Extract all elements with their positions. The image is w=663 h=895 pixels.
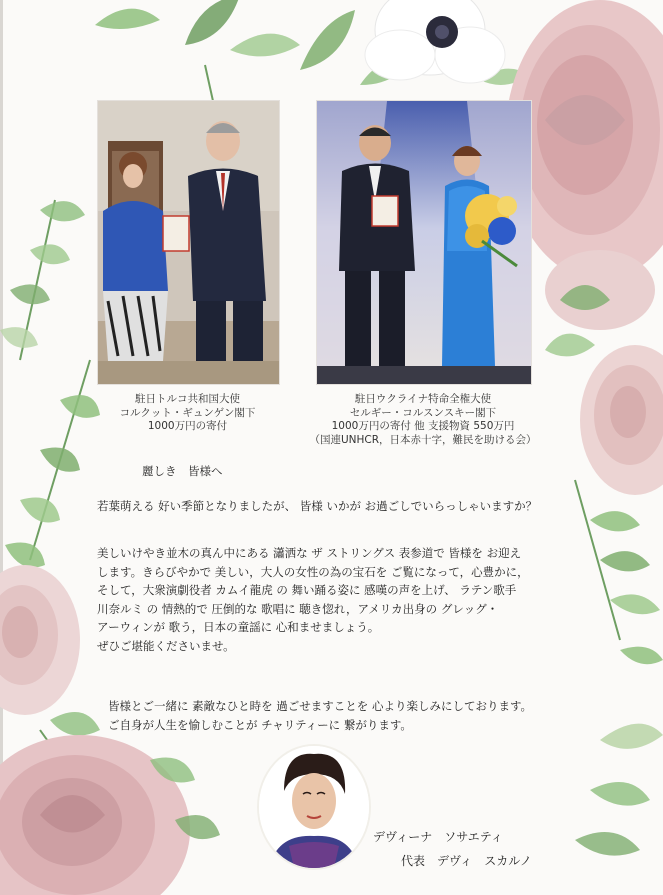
- caption-line: セルギー・コルスンスキー閣下: [349, 406, 497, 419]
- signature-representative: 代表 デヴィ スカルノ: [401, 854, 532, 868]
- caption-line: 1000万円の寄付: [147, 420, 228, 432]
- text-line: 皆様とご一緒に 素敵なひと時を 過ごせますことを 心より楽しみにしております。: [108, 699, 533, 713]
- text-line: ぜひご堪能くださいませ。: [97, 638, 235, 653]
- caption-line: 駐日ウクライナ特命全権大使: [354, 393, 492, 405]
- caption-line: コルクット・ギュンゲン閣下: [119, 406, 256, 419]
- text-line: そして，大衆演劇役者 カムイ龍虎 の 舞い踊る姿に 感嘆の声を上げ、 ラテン歌手: [97, 583, 517, 598]
- photo-ukraine-ambassador: [316, 100, 532, 385]
- left-rose: [0, 565, 80, 715]
- text-line: します。きらびやかで 美しい，大人の女性の為の宝石を ご覧になって，心豊かに，: [97, 564, 529, 579]
- caption-line: 1000万円の寄付 他 支援物資 550万円: [331, 420, 515, 432]
- signature-organization: デヴィーナ ソサエティ: [373, 830, 503, 844]
- top-leaves: [95, 0, 530, 110]
- left-leaves: [0, 200, 100, 568]
- caption-line: （国連UNHCR，日本赤十字，難民を助ける会）: [309, 433, 537, 446]
- text-line: 美しいけやき並木の真ん中にある 瀟洒な ザ ストリングス 表参道で 皆様を お迎え: [97, 546, 522, 560]
- paragraph-event-description: [97, 544, 529, 656]
- white-anemone: [365, 0, 505, 83]
- bottom-left-rose: [0, 712, 220, 895]
- caption-line: 駐日トルコ共和国大使: [135, 393, 240, 405]
- text-line: ご自身が人生を愉しむことが チャリティーに 繋がります。: [108, 717, 412, 732]
- greeting: 麗しき 皆様へ: [142, 464, 223, 478]
- portrait-dewi-sukarno: [257, 744, 371, 870]
- paragraph-opening: 若葉萌える 好い季節となりましたが、 皆様 いかが お過ごしでいらっしゃいますか？: [97, 499, 538, 513]
- photo-turkey-ambassador: [97, 100, 280, 385]
- caption-ukraine-ambassador: [300, 393, 546, 447]
- caption-turkey-ambassador: [97, 393, 278, 434]
- right-mid-rose: [580, 345, 663, 495]
- text-line: アーウィンが 歌う，日本の童謡に 心和ませましょう。: [97, 620, 380, 635]
- right-leaves: [545, 285, 663, 856]
- paragraph-closing: [108, 697, 532, 734]
- text-line: 川奈ルミ の 情熱的で 圧倒的な 歌唱に 聴き惚れ，アメリカ出身の グレッグ・: [97, 601, 499, 616]
- left-border: [0, 0, 3, 895]
